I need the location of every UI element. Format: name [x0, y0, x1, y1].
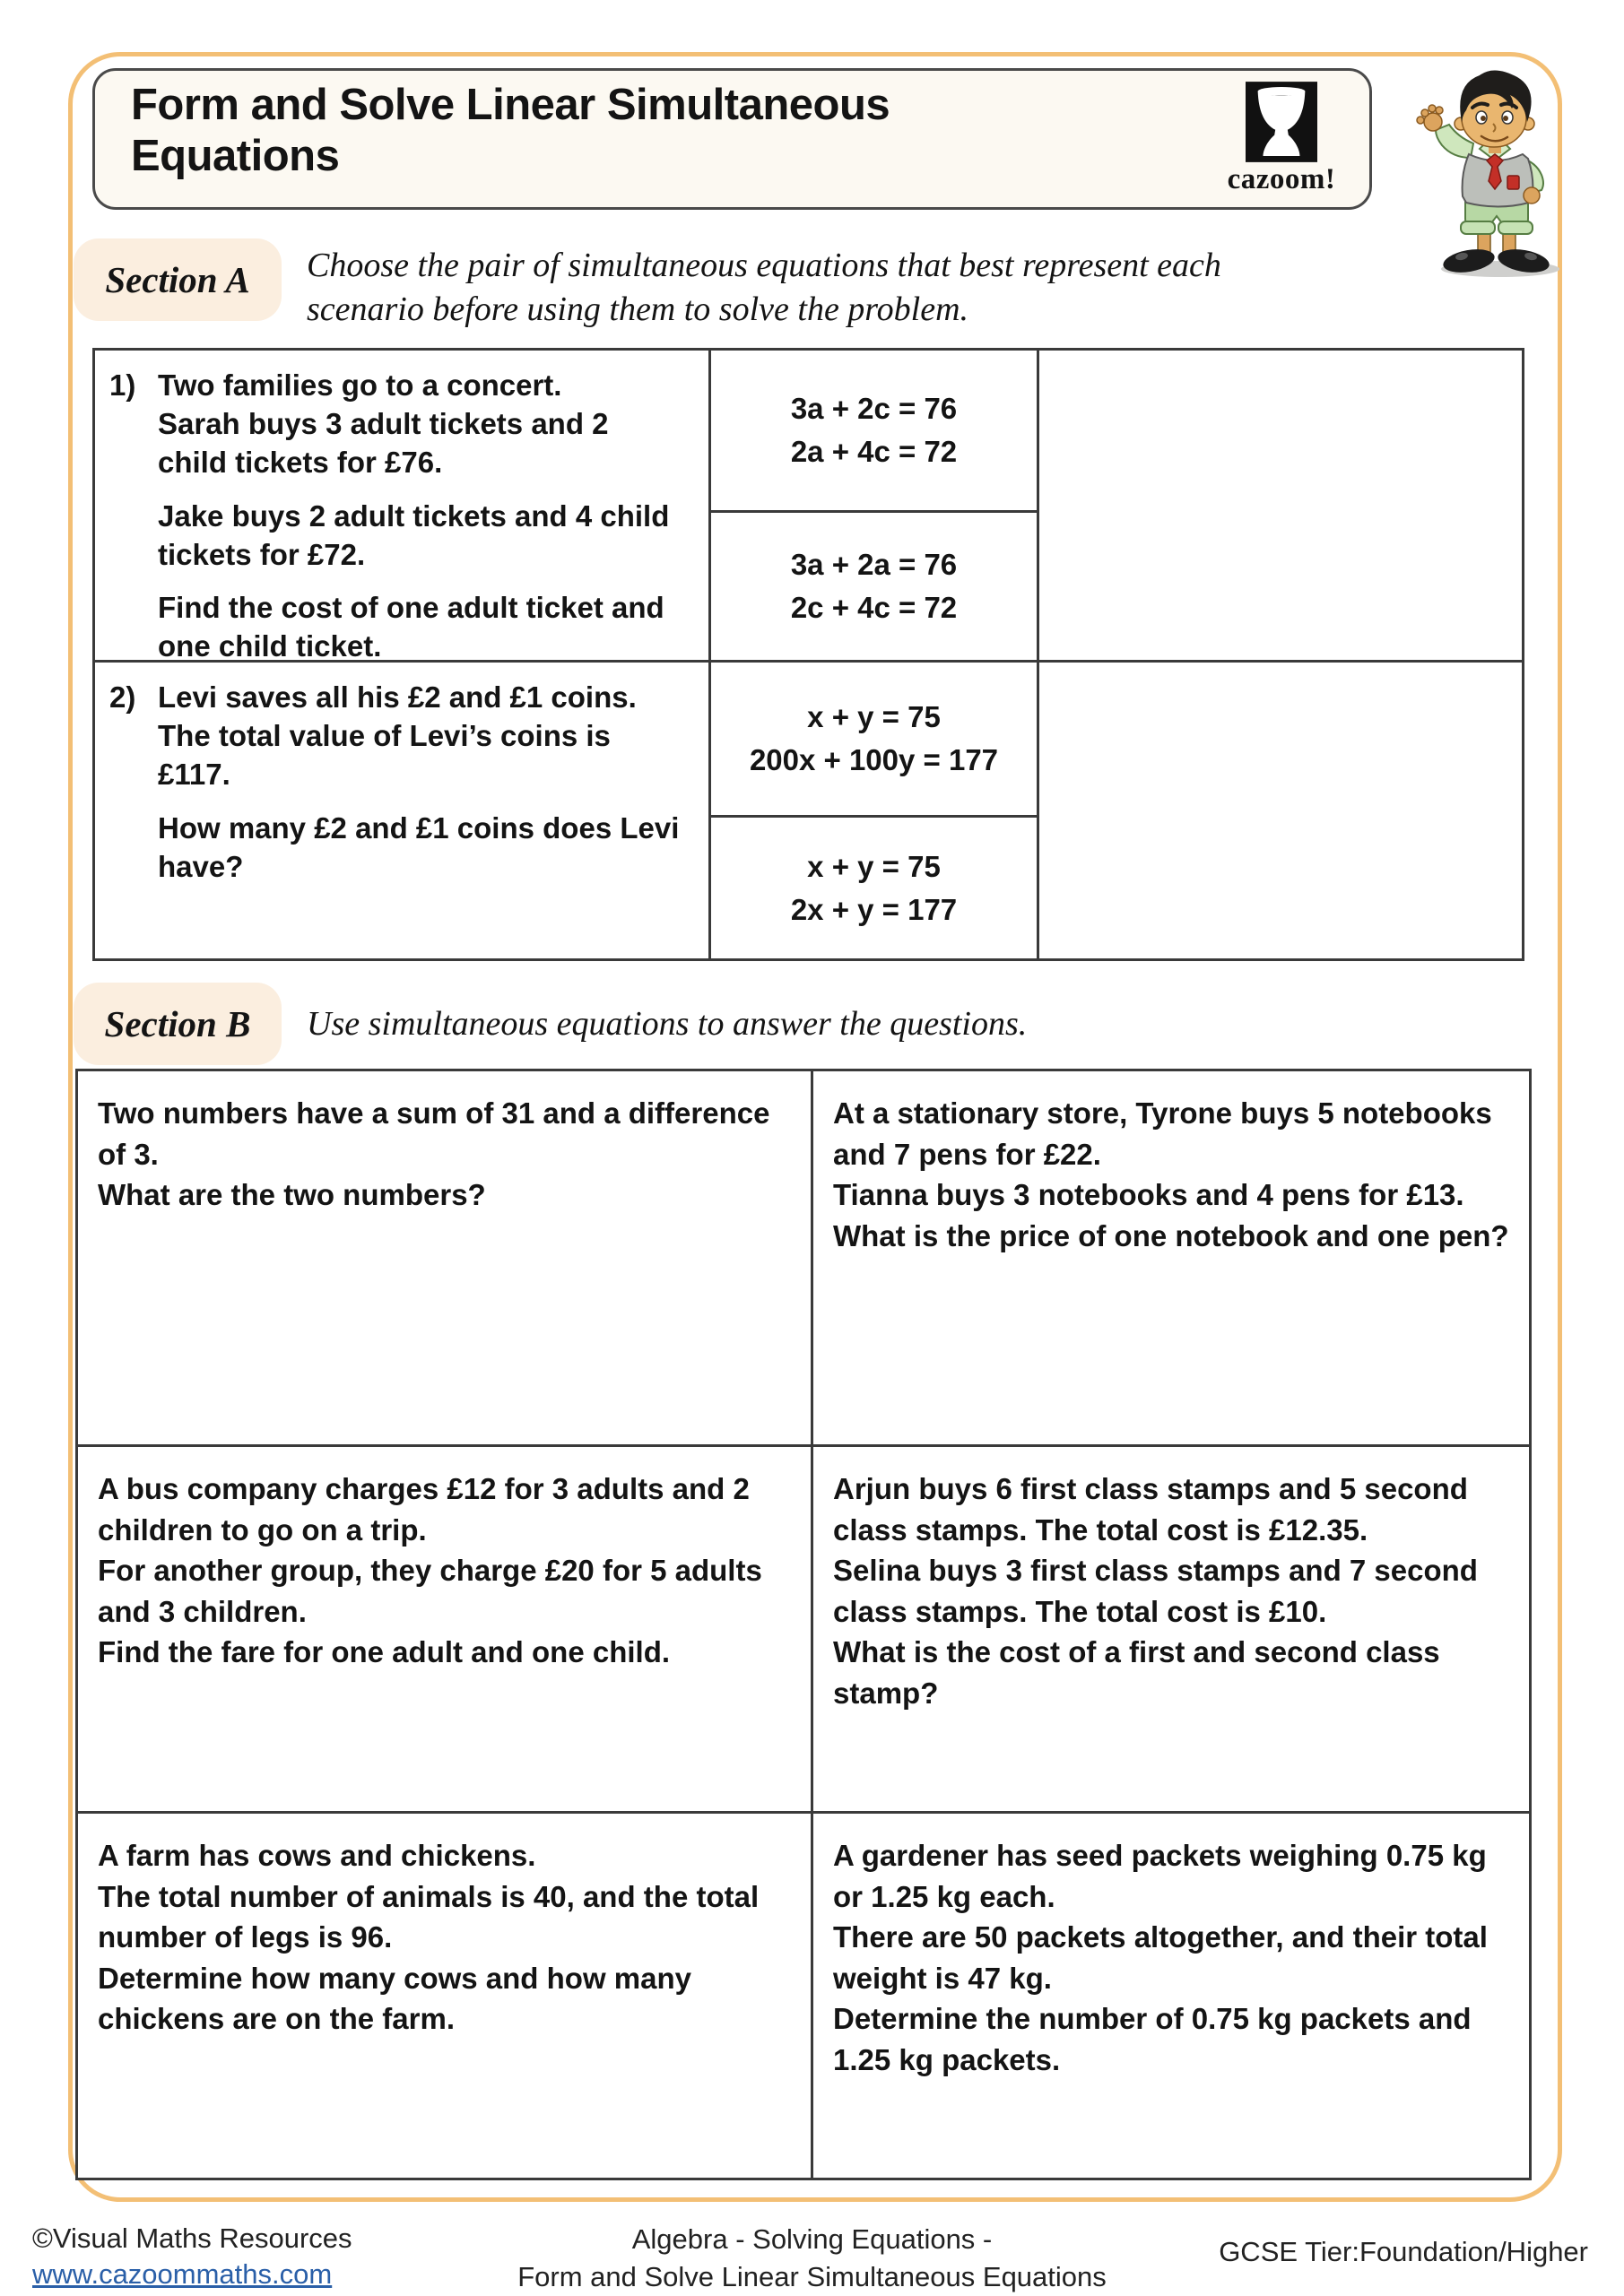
equation-line: 2a + 4c = 72 [790, 434, 958, 468]
equation-option-2b [711, 815, 1037, 958]
problem-line: Find the cost of one adult ticket and one child ticket. [158, 591, 664, 663]
footer-topic [517, 2221, 1107, 2296]
problem-line: Sarah buys 3 adult tickets and 2 child tickets for £76. [158, 406, 609, 479]
problem-paragraph [158, 498, 682, 575]
question-cell [813, 1071, 1529, 1444]
problem-2-number: 2) [109, 680, 136, 714]
question-cell [78, 1814, 813, 2178]
question-cell [78, 1071, 813, 1444]
problem-line: How many £2 and £1 coins does Levi have? [158, 810, 680, 883]
equation-option-1b [711, 510, 1037, 660]
table-row [78, 1071, 1529, 1444]
question-line: For another group, they charge £20 for 5 adults and 3 children. [98, 1554, 762, 1628]
question-line: A gardener has seed packets weighing 0.75 kg or 1.25 kg each. [833, 1839, 1487, 1913]
copyright-text: ©Visual Maths Resources [32, 2222, 352, 2254]
table-row [78, 1444, 1529, 1811]
table-row [78, 1811, 1529, 2178]
question-line: Determine how many cows and how many chickens are on the farm. [98, 1961, 691, 2036]
working-space-cell [1039, 663, 1522, 958]
problem-2-cell [95, 663, 711, 958]
section-a-instruction: Choose the pair of simultaneous equations that best represent each scenario before using them to solve the problem. [307, 247, 1221, 329]
section-b-instruction: Use simultaneous equations to answer the questions. [307, 1005, 1028, 1043]
section-b-label [74, 983, 282, 1065]
table-row [95, 660, 1522, 958]
problem-line: The total value of Levi’s coins is £117. [158, 718, 611, 791]
section-a-label-text: Section A [105, 259, 250, 300]
working-space-cell [1039, 351, 1522, 660]
problem-1-cell [95, 351, 711, 663]
section-a-label [74, 238, 282, 321]
section-b-label-text: Section B [104, 1003, 251, 1044]
equation-line: 3a + 2a = 76 [790, 548, 958, 582]
question-line: Tianna buys 3 notebooks and 4 pens for £13. [833, 1178, 1464, 1212]
footer-topic-line2: Form and Solve Linear Simultaneous Equations [517, 2260, 1107, 2292]
footer-topic-line1: Algebra - Solving Equations - [631, 2223, 993, 2255]
question-line: Two numbers have a sum of 31 and a difference of 3. [98, 1096, 770, 1171]
equation-line: 200x + 100y = 177 [749, 743, 999, 777]
question-line: Find the fare for one adult and one child. [98, 1635, 671, 1669]
problem-line: Jake buys 2 adult tickets and 4 child tickets for £72. [158, 498, 670, 571]
problem-line: Two families go to a concert. [158, 368, 562, 402]
problem-2-text [158, 679, 682, 958]
question-line: Arjun buys 6 first class stamps and 5 second class stamps. The total cost is £12.35. [833, 1472, 1468, 1547]
question-line: Selina buys 3 first class stamps and 7 second class stamps. The total cost is £10. [833, 1554, 1478, 1628]
footer-tier: GCSE Tier:Foundation/Higher [1219, 2236, 1588, 2267]
footer-attribution [32, 2221, 352, 2293]
worksheet-header [92, 68, 1372, 210]
problem-1-number: 1) [109, 368, 136, 402]
table-row [95, 351, 1522, 663]
question-line: There are 50 packets altogether, and their total weight is 47 kg. [833, 1920, 1488, 1995]
problem-1-text [158, 367, 682, 663]
equation-options-column [711, 351, 1039, 660]
question-line: A bus company charges £12 for 3 adults and 2 children to go on a trip. [98, 1472, 750, 1547]
question-line: Determine the number of 0.75 kg packets and 1.25 kg packets. [833, 2002, 1472, 2076]
question-line: A farm has cows and chickens. [98, 1839, 536, 1872]
problem-paragraph [158, 679, 682, 794]
question-line: What is the price of one notebook and one pen? [833, 1218, 1509, 1252]
cazoom-logo-text: cazoom! [1227, 163, 1336, 195]
question-line: What is the cost of a first and second class stamp? [833, 1635, 1440, 1710]
problem-paragraph [158, 589, 682, 666]
section-a-table [92, 348, 1524, 961]
question-cell [813, 1814, 1529, 2178]
equation-line: 2c + 4c = 72 [790, 590, 958, 624]
problem-paragraph [158, 367, 682, 482]
cazoom-logo [1219, 82, 1344, 196]
equation-line: x + y = 75 [807, 849, 941, 883]
problem-line: Levi saves all his £2 and £1 coins. [158, 680, 637, 714]
equation-line: x + y = 75 [807, 700, 941, 734]
website-link[interactable]: www.cazoommaths.com [32, 2258, 333, 2291]
question-line: At a stationary store, Tyrone buys 5 notebooks and 7 pens for £22. [833, 1096, 1492, 1171]
equation-option-2a [711, 663, 1037, 815]
problem-paragraph [158, 810, 682, 887]
question-cell [813, 1447, 1529, 1811]
student-mascot-image [1406, 54, 1576, 282]
question-cell [78, 1447, 813, 1811]
equation-option-1a [711, 351, 1037, 510]
equation-options-column [711, 663, 1039, 958]
page-title: Form and Solve Linear Simultaneous Equations [131, 81, 890, 180]
equation-line: 2x + y = 177 [790, 892, 958, 926]
djembe-drum-icon [1246, 82, 1317, 162]
question-line: The total number of animals is 40, and the total number of legs is 96. [98, 1879, 760, 1954]
question-line: What are the two numbers? [98, 1178, 486, 1212]
section-b-table [75, 1069, 1532, 2180]
equation-line: 3a + 2c = 76 [790, 392, 958, 426]
